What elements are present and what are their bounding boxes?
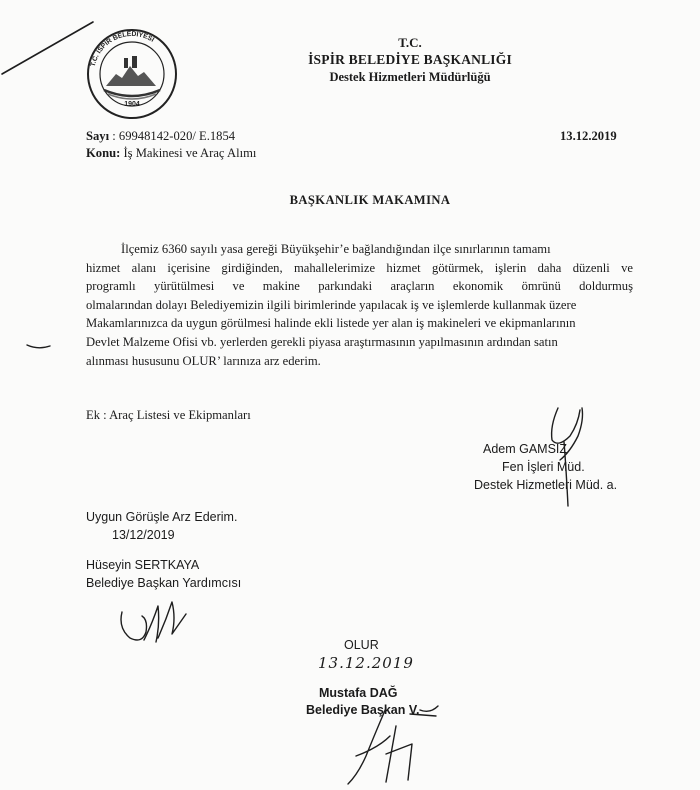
seal-year: 1904 <box>124 101 140 108</box>
olur-label: OLUR <box>344 638 379 652</box>
signer2-title: Belediye Başkan Yardımcısı <box>86 576 242 590</box>
sayi-value: : 69948142-020/ E.1854 <box>112 129 236 143</box>
konu-label: Konu: <box>86 146 121 160</box>
approval-date: 13/12/2019 <box>112 528 175 542</box>
header-institution: İSPİR BELEDİYE BAŞKANLIĞI <box>308 52 512 67</box>
signer3-title: Belediye Başkan V. <box>306 703 420 717</box>
konu-value: İş Makinesi ve Araç Alımı <box>123 146 257 160</box>
body-line: Makamlarınızca da uygun görülmesi halinde ekli listede yer alan iş makineleri ve ekipmanlarının <box>86 316 576 331</box>
seal-ring-text: T.C. İSPİR BELEDİYESİ <box>89 30 156 68</box>
signer3-name: Mustafa DAĞ <box>319 686 398 700</box>
signer1-title1: Fen İşleri Müd. <box>502 460 585 474</box>
konu-row <box>86 146 256 161</box>
olur-date: 13.12.2019 <box>318 654 414 672</box>
municipality-seal <box>86 28 178 120</box>
signature-huseyin-sertkaya <box>116 594 196 654</box>
header-department: Destek Hizmetleri Müdürlüğü <box>329 70 491 84</box>
margin-mark <box>24 340 54 354</box>
attachment-line: Ek : Araç Listesi ve Ekipmanları <box>86 408 251 422</box>
header-tc: T.C. <box>398 35 422 50</box>
signer1-name: Adem GAMSIZ <box>483 442 568 456</box>
sayi-row <box>86 129 235 144</box>
approval-line: Uygun Görüşle Arz Ederim. <box>86 510 238 524</box>
signature-adem-gamsiz <box>520 396 610 521</box>
signer1-title2: Destek Hizmetleri Müd. a. <box>474 478 618 492</box>
body-line: Devlet Malzeme Ofisi vb. yerlerden gerekli piyasa araştırmasının yapılmasının ardından satın <box>86 334 558 349</box>
body-line: İlçemiz 6360 sayılı yasa gereği Büyükşehir’e bağlandığından ilçe sınırlarının tamamı <box>121 242 551 256</box>
signer2-name: Hüseyin SERTKAYA <box>86 558 200 572</box>
body-line: olmalarından dolayı Belediyemizin ilgili birimlerinde yapılacak iş ve işlemlerde kullanmak üzere <box>86 297 577 312</box>
body-paragraph <box>86 240 633 370</box>
addressee: BAŞKANLIK MAKAMINA <box>289 193 451 207</box>
sayi-label: Sayı <box>86 129 110 143</box>
corner-pen-mark <box>0 0 100 80</box>
body-line: hizmet alanı içerisine girdiğinden, mahallelerimize hizmet götürmek, işlerin daha düzenli ve <box>86 260 633 275</box>
body-line: alınması hususunu OLUR’ larınıza arz ederim. <box>86 353 321 368</box>
body-line: programlı yürütülmesi ve makine parkındaki araçların ekonomik ömrünü doldurmuş <box>86 279 633 294</box>
document-date: 13.12.2019 <box>560 129 617 143</box>
signature-mustafa-dag <box>326 696 456 790</box>
